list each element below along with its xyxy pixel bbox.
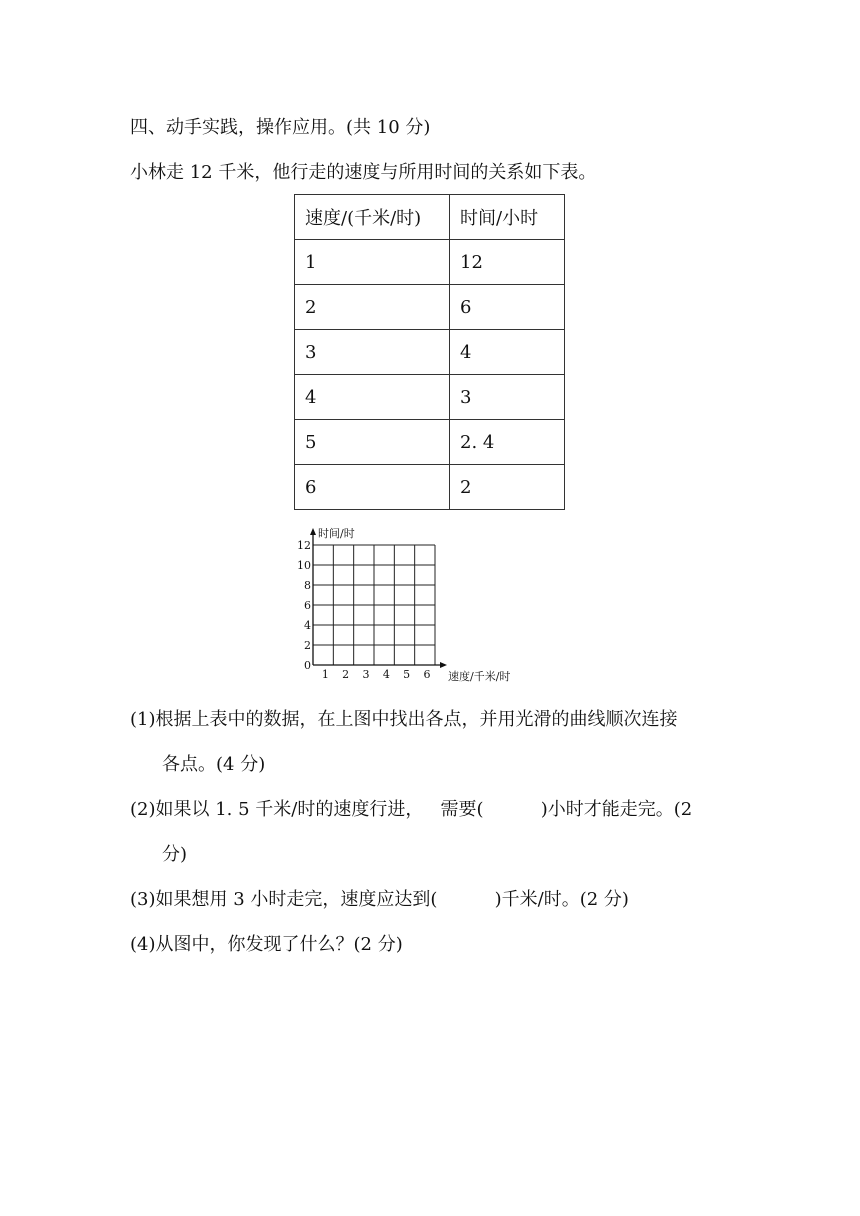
y-axis-arrow: [310, 528, 316, 535]
table-cell: 6: [295, 465, 450, 510]
table-cell: 6: [450, 285, 565, 330]
x-tick-label: 5: [403, 668, 411, 681]
x-tick-label: 1: [321, 668, 329, 681]
y-tick-label: 12: [297, 539, 311, 552]
y-axis-label: 时间/时: [318, 527, 355, 540]
table-row: [295, 465, 565, 510]
y-tick-label: 10: [297, 559, 311, 572]
table-row: [295, 330, 565, 375]
x-tick-label: 4: [382, 668, 390, 681]
table-cell: 5: [295, 420, 450, 465]
table-row: [295, 375, 565, 420]
y-tick-label: 8: [304, 579, 311, 592]
y-tick-label: 6: [304, 599, 311, 612]
table-row: [295, 285, 565, 330]
table-cell: 2. 4: [450, 420, 565, 465]
table-header-cell: 时间/小时: [450, 195, 565, 240]
question-2-line-1: (2)如果以 1. 5 千米/时的速度行进， 需要( )小时才能走完。(2: [130, 799, 693, 820]
table-cell: 2: [295, 285, 450, 330]
chart-svg: [285, 522, 535, 684]
y-tick-label: 4: [304, 619, 311, 632]
question-1-line-2: 各点。(4 分): [162, 754, 266, 775]
question-4: (4)从图中，你发现了什么？(2 分): [130, 934, 403, 955]
table-cell: 4: [295, 375, 450, 420]
question-1-line-1: (1)根据上表中的数据，在上图中找出各点，并用光滑的曲线顺次连接: [130, 709, 678, 730]
x-axis-arrow: [440, 662, 447, 668]
table-row: [295, 240, 565, 285]
y-tick-label: 0: [304, 659, 311, 672]
x-axis-label: 速度/千米/时: [448, 670, 511, 683]
table-cell: 2: [450, 465, 565, 510]
x-tick-label: 6: [423, 668, 431, 681]
table-row: [295, 420, 565, 465]
speed-time-table: [294, 194, 565, 510]
x-tick-label: 2: [342, 668, 350, 681]
table-header-row: [295, 195, 565, 240]
table-cell: 3: [295, 330, 450, 375]
table-header-cell: 速度/(千米/时): [295, 195, 450, 240]
problem-intro: 小林走 12 千米，他行走的速度与所用时间的关系如下表。: [130, 162, 597, 183]
chart-grid: [313, 545, 435, 665]
section-heading: 四、动手实践，操作应用。(共 10 分): [130, 117, 431, 138]
table-cell: 3: [450, 375, 565, 420]
chart-axes: [310, 528, 447, 668]
graph-paper-chart: [285, 522, 535, 684]
x-tick-label: 3: [362, 668, 370, 681]
question-3: (3)如果想用 3 小时走完，速度应达到( )千米/时。(2 分): [130, 889, 629, 910]
table-cell: 1: [295, 240, 450, 285]
question-2-line-2: 分): [162, 844, 188, 865]
table-cell: 4: [450, 330, 565, 375]
y-tick-label: 2: [304, 639, 311, 652]
table-cell: 12: [450, 240, 565, 285]
